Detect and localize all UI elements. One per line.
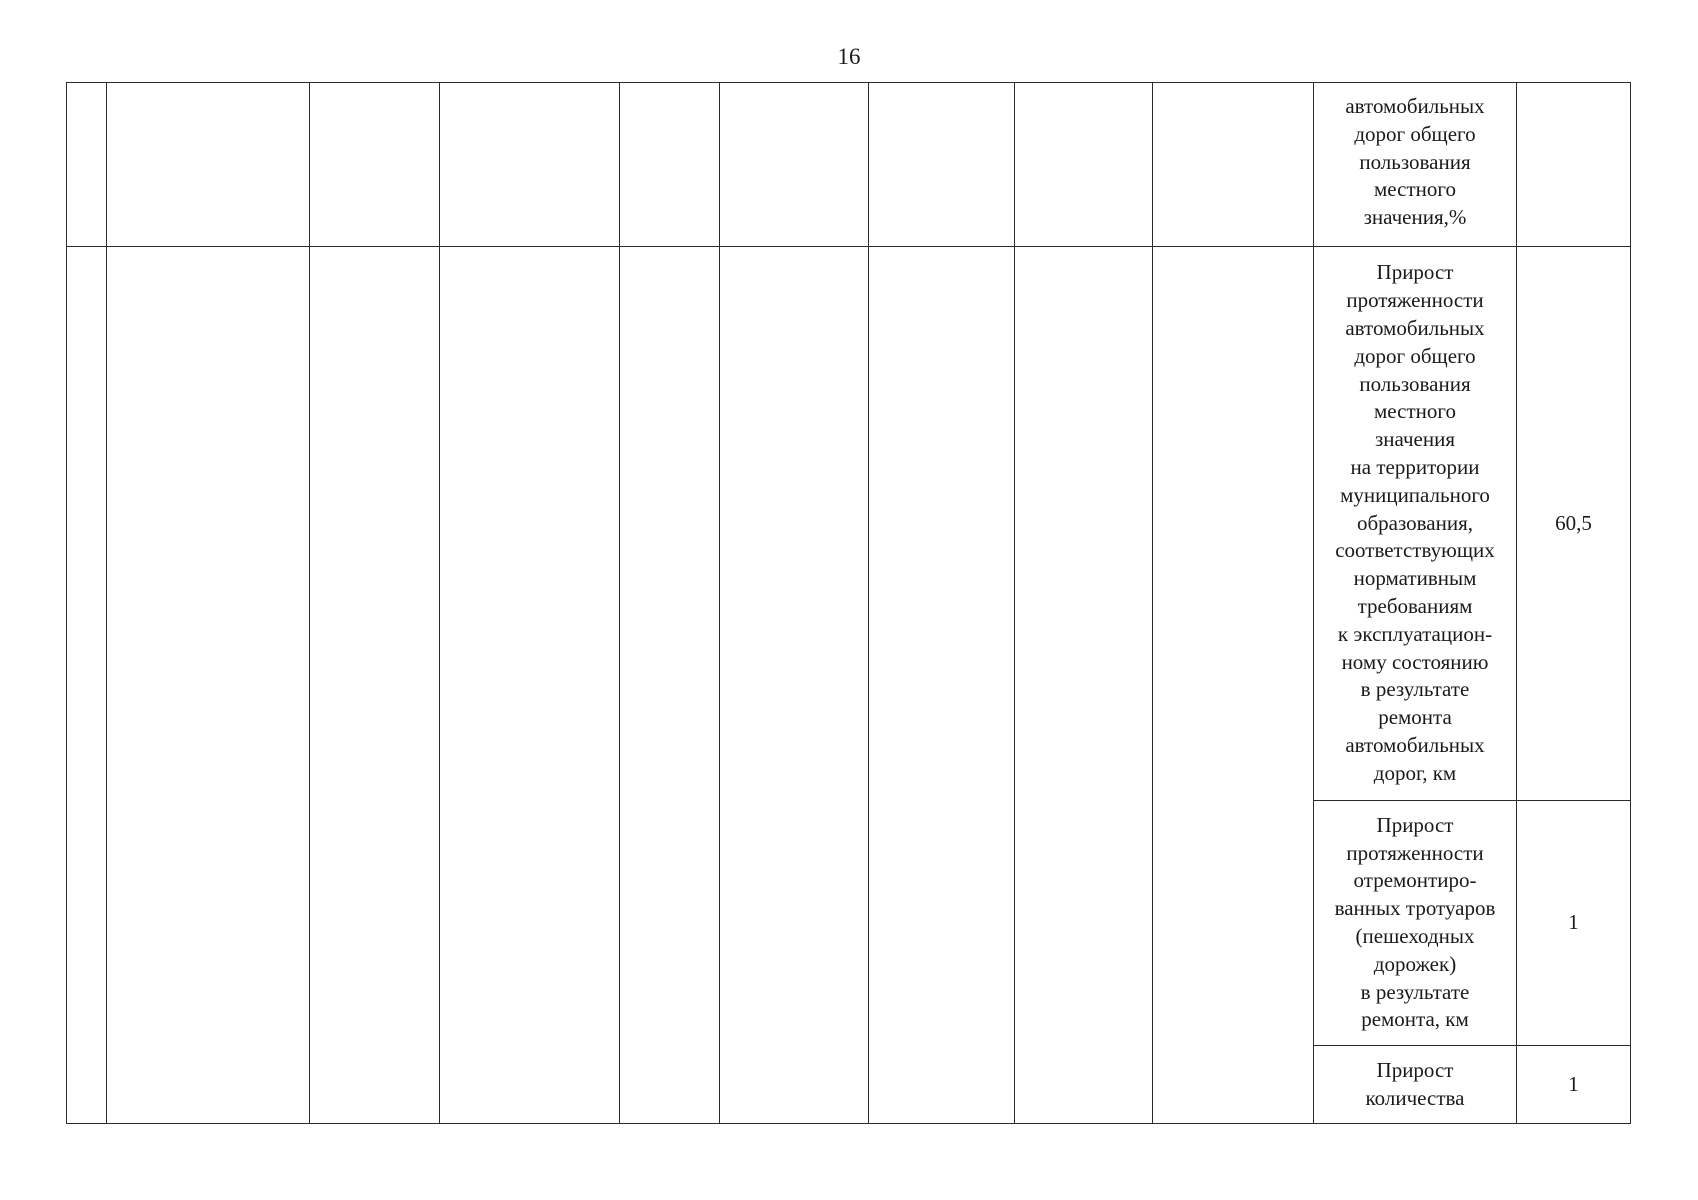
value-cell: 60,5 [1517, 247, 1631, 801]
empty-cell-col6 [720, 247, 869, 1124]
value-cell: 1 [1517, 1046, 1631, 1124]
indicator-cell: автомобильных дорог общего пользования местного значения,% [1314, 83, 1517, 247]
indicator-cell: Прирост протяженности автомобильных дорог общего пользования местного значения на территории муниципального образования, соответствующих нормативным требованиям к эксплуатацион- ному состоянию в результате ремонта автомобильных дорог, км [1314, 247, 1517, 801]
empty-cell-col6 [720, 83, 869, 247]
program-indicators-table [66, 82, 1631, 1124]
empty-cell-col2 [107, 83, 310, 247]
empty-cell-col4 [440, 83, 620, 247]
empty-cell-col7 [869, 83, 1015, 247]
empty-cell-col4 [440, 247, 620, 1124]
indicator-cell: Прирост количества [1314, 1046, 1517, 1124]
empty-cell-col3 [310, 247, 440, 1124]
table-row [67, 83, 1631, 247]
empty-cell-col3 [310, 83, 440, 247]
empty-cell-col8 [1015, 83, 1153, 247]
page-number: 16 [837, 44, 861, 69]
empty-cell-col9 [1153, 83, 1314, 247]
empty-cell-col5 [620, 247, 720, 1124]
value-cell: 1 [1517, 801, 1631, 1046]
empty-cell-col1 [67, 247, 107, 1124]
empty-cell-col7 [869, 247, 1015, 1124]
empty-cell-col1 [67, 83, 107, 247]
empty-cell-col2 [107, 247, 310, 1124]
value-cell [1517, 83, 1631, 247]
empty-cell-col9 [1153, 247, 1314, 1124]
table-row [67, 247, 1631, 801]
empty-cell-col8 [1015, 247, 1153, 1124]
indicator-cell: Прирост протяженности отремонтиро- ванных тротуаров (пешеходных дорожек) в результате ремонта, км [1314, 801, 1517, 1046]
empty-cell-col5 [620, 83, 720, 247]
